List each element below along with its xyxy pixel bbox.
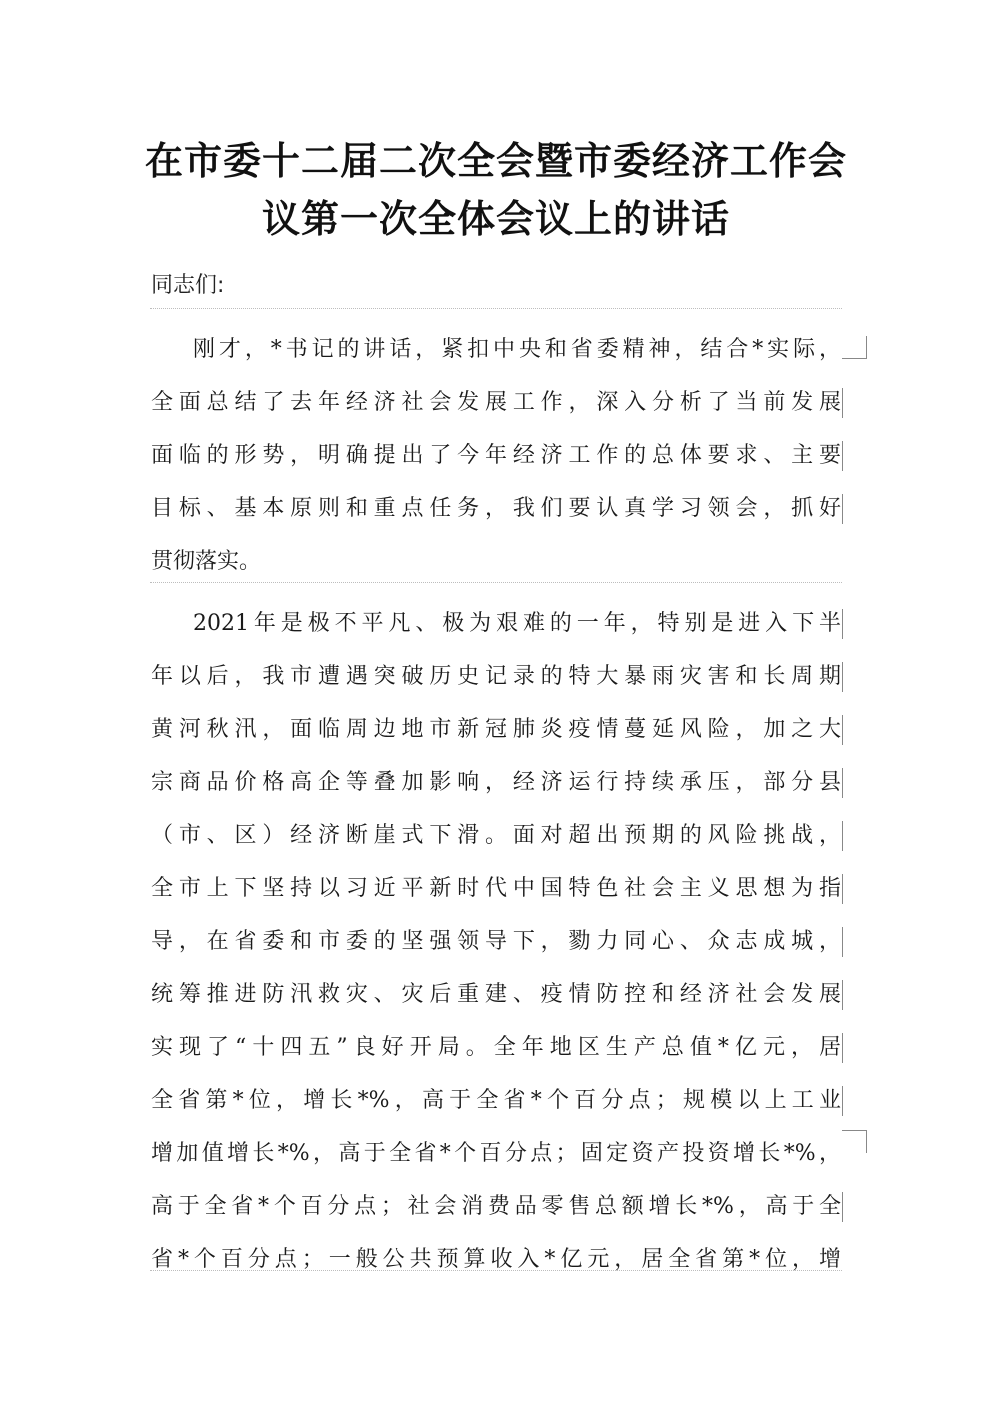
salutation: 同志们: [151, 273, 225, 298]
line-end-mark [842, 388, 843, 418]
line-end-mark [842, 609, 843, 639]
line-end-mark [842, 768, 843, 798]
paragraph-line: 刚才，*书记的讲话，紧扣中央和省委精神，结合*实际， [193, 337, 841, 362]
paragraph-line: 2021年是极不平凡、极为艰难的一年，特别是进入下半 [193, 611, 841, 636]
paragraph-line: 年以后，我市遭遇突破历史记录的特大暴雨灾害和长周期 [151, 664, 841, 689]
paragraph-line: 面临的形势，明确提出了今年经济工作的总体要求、主要 [151, 443, 841, 468]
line-end-mark [842, 715, 843, 745]
dotted-separator [150, 582, 842, 583]
paragraph-line: 增加值增长*%，高于全省*个百分点；固定资产投资增长*%， [151, 1141, 841, 1166]
line-end-mark [842, 662, 843, 692]
paragraph-line: 黄河秋汛，面临周边地市新冠肺炎疫情蔓延风险，加之大 [151, 717, 841, 742]
line-end-mark [842, 1130, 867, 1153]
line-end-mark [842, 980, 843, 1010]
line-end-mark [842, 441, 843, 471]
dotted-separator [150, 308, 842, 309]
dotted-separator [150, 1270, 842, 1271]
line-end-mark [842, 821, 843, 851]
paragraph-line: 全市上下坚持以习近平新时代中国特色社会主义思想为指 [151, 876, 841, 901]
line-end-mark [842, 874, 843, 904]
line-end-mark [842, 927, 843, 957]
paragraph-line: 省*个百分点；一般公共预算收入*亿元，居全省第*位，增 [151, 1247, 841, 1272]
paragraph-line: 实现了“十四五”良好开局。全年地区生产总值*亿元，居 [151, 1035, 841, 1060]
line-end-mark [842, 1086, 843, 1116]
paragraph-line: 统筹推进防汛救灾、灾后重建、疫情防控和经济社会发展 [151, 982, 841, 1007]
document-title-line-1: 在市委十二届二次全会暨市委经济工作会 [144, 138, 847, 183]
paragraph-line: 贯彻落实。 [151, 549, 262, 574]
paragraph-line: （市、区）经济断崖式下滑。面对超出预期的风险挑战， [151, 823, 841, 848]
line-end-mark [842, 336, 867, 359]
paragraph-line: 全面总结了去年经济社会发展工作，深入分析了当前发展 [151, 390, 841, 415]
paragraph-line: 全省第*位，增长*%，高于全省*个百分点；规模以上工业 [151, 1088, 841, 1113]
paragraph-line: 目标、基本原则和重点任务，我们要认真学习领会，抓好 [151, 496, 841, 521]
line-end-mark [842, 494, 843, 524]
paragraph-line: 高于全省*个百分点；社会消费品零售总额增长*%，高于全 [151, 1194, 841, 1219]
line-end-mark [842, 1033, 843, 1063]
document-title-line-2: 议第一次全体会议上的讲话 [261, 196, 730, 241]
line-end-mark [842, 1192, 843, 1222]
paragraph-line: 导，在省委和市委的坚强领导下，勠力同心、众志成城， [151, 929, 841, 954]
paragraph-line: 宗商品价格高企等叠加影响，经济运行持续承压，部分县 [151, 770, 841, 795]
